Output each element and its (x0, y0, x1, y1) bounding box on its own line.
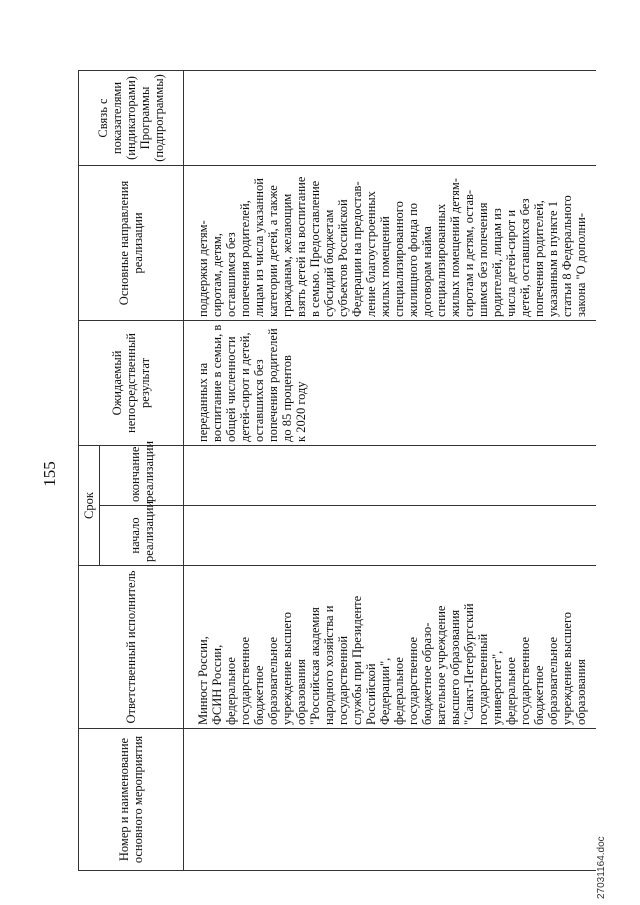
header-term-start: начало реализации (100, 506, 184, 566)
page-number: 155 (40, 461, 59, 487)
cell-directions: поддержки детям- сиротам, детям, оставшимся без попечения родителей, лицам из числа указанной категории детей, а также гражданам, желающим взять детей на воспитание в семью. Предоставление субсидий бюджетам субъектов Российской Федерации на предостав- ление благоустроенных жилых помещений специализированного жилищного фонда по договорам найма специализированных жилых помещений детям- сиротам и детям, остав- шимся без попечения родителей, лицам из числа детей-сирот и детей, оставшихся без попечения родителей, указанным в пункте 1 статьи 8 Федерального закона "О дополни- (184, 165, 597, 320)
cell-term-end (184, 445, 597, 505)
header-result: Ожидаемый непосредственный результат (79, 320, 184, 445)
cell-executor: Минюст России, ФСИН России, федеральное государственное бюджетное образовательное учреждение высшего образования "Российская академия народного хозяйства и государственной службы при Президенте Российской Федерации", федеральное государственное бюджетное образо- вательное учреждение высшего образования "Санкт-Петербургский государственный университет", федеральное государственное бюджетное образовательное учреждение высшего образования (184, 566, 597, 729)
table-row (184, 70, 597, 870)
cell-link (184, 70, 597, 165)
cell-result: переданных на воспитание в семьи, в общей численности детей-сирот и детей, оставшихся без попечения родителей до 85 процентов к 2020 году (184, 320, 597, 445)
document-id: 27031164.doc (596, 836, 607, 899)
header-link: Связь с показателями (индикаторами) Программы (подпрограммы) (79, 70, 184, 165)
cell-measure (184, 729, 597, 871)
header-directions: Основные направления реализации (79, 165, 184, 320)
header-measure: Номер и наименование основного мероприятия (79, 729, 184, 871)
header-executor: Ответственный исполнитель (79, 566, 184, 729)
header-term: Срок (79, 445, 100, 565)
cell-term-start (184, 506, 597, 566)
rotated-page (0, 43, 640, 905)
program-table (78, 70, 596, 871)
header-term-end: окончание реализации (100, 445, 184, 505)
header-row-1 (79, 70, 100, 870)
